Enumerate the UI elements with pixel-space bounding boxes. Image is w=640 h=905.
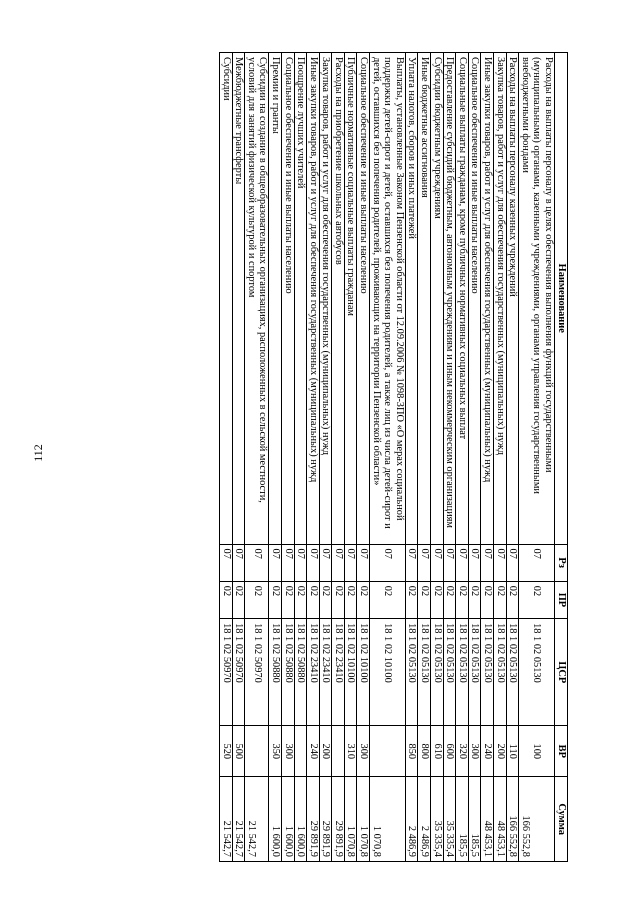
cell-sum: 1 600,0 (294, 777, 307, 862)
cell-sum: 2 486,9 (405, 777, 418, 862)
cell-rz: 07 (319, 544, 332, 581)
cell-vr: 320 (456, 726, 469, 777)
cell-csr: 18 1 02 50880 (294, 619, 307, 726)
table-row (481, 53, 494, 862)
page-number: 112 (31, 444, 45, 462)
cell-rz: 07 (307, 544, 320, 581)
cell-pr: 02 (319, 581, 332, 618)
header-rz: Рз (555, 544, 568, 581)
cell-vr: 110 (506, 726, 519, 777)
header-vr: ВР (555, 726, 568, 777)
cell-sum: 166 552,8 (506, 777, 519, 862)
cell-name: Субсидии на создание в общеобразовательных организациях, расположенных в сельской местности, условий для занятий физической культурой и спортом (245, 53, 269, 545)
cell-pr: 02 (294, 581, 307, 618)
cell-pr: 02 (245, 581, 269, 618)
cell-vr: 300 (281, 726, 294, 777)
cell-sum: 1 070,8 (370, 777, 406, 862)
cell-name: Предоставление субсидий бюджетным, автономным учреждениям и иным некоммерческим организациям (443, 53, 456, 545)
cell-name: Субсидии (219, 53, 232, 545)
cell-csr: 18 1 02 50970 (232, 619, 245, 726)
cell-csr: 18 1 02 50970 (219, 619, 232, 726)
cell-sum: 29 891,9 (332, 777, 345, 862)
table-row (468, 53, 481, 862)
cell-name: Субсидии бюджетным учреждениям (431, 53, 444, 545)
cell-csr: 18 1 02 50880 (281, 619, 294, 726)
cell-csr: 18 1 02 05130 (494, 619, 507, 726)
cell-sum: 1 070,8 (357, 777, 370, 862)
table-row (269, 53, 282, 862)
cell-csr: 18 1 02 23410 (332, 619, 345, 726)
table-row (344, 53, 357, 862)
cell-sum: 35 335,4 (443, 777, 456, 862)
cell-vr: 600 (443, 726, 456, 777)
cell-name: Социальное обеспечение и иные выплаты населению (357, 53, 370, 545)
cell-rz: 07 (418, 544, 431, 581)
cell-name: Расходы на выплаты персоналу казенных учреждений (506, 53, 519, 545)
cell-pr: 02 (219, 581, 232, 618)
table-row (357, 53, 370, 862)
cell-csr: 18 1 02 23410 (307, 619, 320, 726)
header-name: Наименование (555, 53, 568, 545)
cell-rz: 07 (281, 544, 294, 581)
table-row (506, 53, 519, 862)
cell-sum: 48 453,1 (481, 777, 494, 862)
header-sum: Сумма (555, 777, 568, 862)
cell-name: Расходы на приобретение школьных автобусов (332, 53, 345, 545)
cell-name: Выплаты, установленные Законом Пензенской области от 12.09.2006 № 1098-ЗПО «О мерах социальной поддержки детей-сирот и детей, оставшихся без попечения родителей, а также лиц из числа детей-сирот и детей, оставшихся без попечения родителей, проживающих на территории Пензенской области» (370, 53, 406, 545)
cell-rz: 07 (357, 544, 370, 581)
cell-csr: 18 1 02 10100 (357, 619, 370, 726)
cell-rz: 07 (219, 544, 232, 581)
cell-sum: 29 891,9 (319, 777, 332, 862)
cell-vr (370, 726, 406, 777)
cell-name: Социальное обеспечение и иные выплаты населению (468, 53, 481, 545)
cell-sum: 21 542,7 (219, 777, 232, 862)
cell-sum: 1 600,0 (281, 777, 294, 862)
cell-pr: 02 (468, 581, 481, 618)
cell-name: Публичные нормативные социальные выплаты гражданам (344, 53, 357, 545)
table-body (219, 53, 554, 862)
cell-vr (332, 726, 345, 777)
cell-rz: 07 (294, 544, 307, 581)
cell-rz: 07 (506, 544, 519, 581)
cell-vr: 200 (494, 726, 507, 777)
cell-pr: 02 (269, 581, 282, 618)
cell-name: Премии и гранты (269, 53, 282, 545)
cell-name: Закупка товаров, работ и услуг для обеспечения государственных (муниципальных) нужд (494, 53, 507, 545)
cell-csr: 18 1 02 10100 (370, 619, 406, 726)
header-csr: ЦСР (555, 619, 568, 726)
table-row (281, 53, 294, 862)
table-row (332, 53, 345, 862)
cell-rz: 07 (232, 544, 245, 581)
cell-rz: 07 (494, 544, 507, 581)
table-row (443, 53, 456, 862)
cell-sum: 185,5 (468, 777, 481, 862)
cell-sum: 1 600,0 (269, 777, 282, 862)
cell-pr: 02 (232, 581, 245, 618)
cell-pr: 02 (344, 581, 357, 618)
budget-table (219, 52, 568, 862)
cell-csr: 18 1 02 50880 (269, 619, 282, 726)
cell-vr: 520 (219, 726, 232, 777)
cell-pr: 02 (357, 581, 370, 618)
table-row (456, 53, 469, 862)
cell-vr: 240 (481, 726, 494, 777)
table-row (219, 53, 232, 862)
cell-name: Социальные выплаты гражданам, кроме публичных нормативных социальных выплат (456, 53, 469, 545)
table-header-row (555, 53, 568, 862)
cell-vr: 200 (319, 726, 332, 777)
cell-name: Расходы на выплаты персоналу в целях обеспечения выполнения функций государственными (муниципальными) органами, казенными учреждениями, органами управления государственными внебюджетными фондами (519, 53, 555, 545)
cell-pr: 02 (332, 581, 345, 618)
cell-rz: 07 (468, 544, 481, 581)
table-row (431, 53, 444, 862)
cell-vr: 350 (269, 726, 282, 777)
cell-rz: 07 (370, 544, 406, 581)
cell-csr: 18 1 02 05130 (506, 619, 519, 726)
cell-sum: 185,5 (456, 777, 469, 862)
cell-vr: 850 (405, 726, 418, 777)
table-row (232, 53, 245, 862)
cell-pr: 02 (281, 581, 294, 618)
cell-csr: 18 1 02 05130 (418, 619, 431, 726)
table-row (319, 53, 332, 862)
cell-csr: 18 1 02 05130 (519, 619, 555, 726)
cell-pr: 02 (405, 581, 418, 618)
table-row (307, 53, 320, 862)
cell-name: Закупка товаров, работ и услуг для обеспечения государственных (муниципальных) нужд (319, 53, 332, 545)
cell-vr: 240 (307, 726, 320, 777)
cell-pr: 02 (506, 581, 519, 618)
cell-csr: 18 1 02 23410 (319, 619, 332, 726)
table-row (405, 53, 418, 862)
cell-rz: 07 (405, 544, 418, 581)
cell-pr: 02 (519, 581, 555, 618)
cell-csr: 18 1 02 50970 (245, 619, 269, 726)
cell-pr: 02 (307, 581, 320, 618)
cell-csr: 18 1 02 05130 (443, 619, 456, 726)
cell-csr: 18 1 02 05130 (405, 619, 418, 726)
cell-vr: 800 (418, 726, 431, 777)
table-row (519, 53, 555, 862)
cell-name: Поощрение лучших учителей (294, 53, 307, 545)
cell-pr: 02 (418, 581, 431, 618)
cell-rz: 07 (456, 544, 469, 581)
table-row (294, 53, 307, 862)
cell-vr (294, 726, 307, 777)
cell-name: Социальное обеспечение и иные выплаты населению (281, 53, 294, 545)
cell-vr: 610 (431, 726, 444, 777)
cell-rz: 07 (481, 544, 494, 581)
cell-pr: 02 (456, 581, 469, 618)
cell-rz: 07 (269, 544, 282, 581)
cell-pr: 02 (443, 581, 456, 618)
cell-rz: 07 (443, 544, 456, 581)
cell-name: Иные бюджетные ассигнования (418, 53, 431, 545)
cell-rz: 07 (519, 544, 555, 581)
header-pr: ПР (555, 581, 568, 618)
cell-sum: 35 335,4 (431, 777, 444, 862)
table-row (245, 53, 269, 862)
cell-csr: 18 1 02 05130 (468, 619, 481, 726)
cell-name: Иные закупки товаров, работ и услуг для обеспечения государственных (муниципальных) нужд (307, 53, 320, 545)
cell-sum: 21 542,7 (232, 777, 245, 862)
cell-csr: 18 1 02 05130 (456, 619, 469, 726)
cell-pr: 02 (481, 581, 494, 618)
cell-csr: 18 1 02 05130 (431, 619, 444, 726)
cell-name: Иные закупки товаров, работ и услуг для обеспечения государственных (муниципальных) нужд (481, 53, 494, 545)
cell-sum: 29 891,9 (307, 777, 320, 862)
cell-pr: 02 (431, 581, 444, 618)
cell-csr: 18 1 02 10100 (344, 619, 357, 726)
cell-vr (245, 726, 269, 777)
cell-sum: 1 070,8 (344, 777, 357, 862)
cell-sum: 48 453,1 (494, 777, 507, 862)
cell-sum: 2 486,9 (418, 777, 431, 862)
cell-sum: 166 552,8 (519, 777, 555, 862)
table-row (494, 53, 507, 862)
cell-rz: 07 (431, 544, 444, 581)
cell-vr: 310 (344, 726, 357, 777)
cell-rz: 07 (344, 544, 357, 581)
cell-vr: 300 (468, 726, 481, 777)
cell-sum: 21 542,7 (245, 777, 269, 862)
table-row (418, 53, 431, 862)
cell-pr: 02 (494, 581, 507, 618)
cell-pr: 02 (370, 581, 406, 618)
cell-vr: 500 (232, 726, 245, 777)
cell-vr: 100 (519, 726, 555, 777)
table-row (370, 53, 406, 862)
cell-name: Уплата налогов, сборов и иных платежей (405, 53, 418, 545)
cell-rz: 07 (245, 544, 269, 581)
cell-csr: 18 1 02 05130 (481, 619, 494, 726)
cell-rz: 07 (332, 544, 345, 581)
cell-vr: 300 (357, 726, 370, 777)
cell-name: Межбюджетные трансферты (232, 53, 245, 545)
